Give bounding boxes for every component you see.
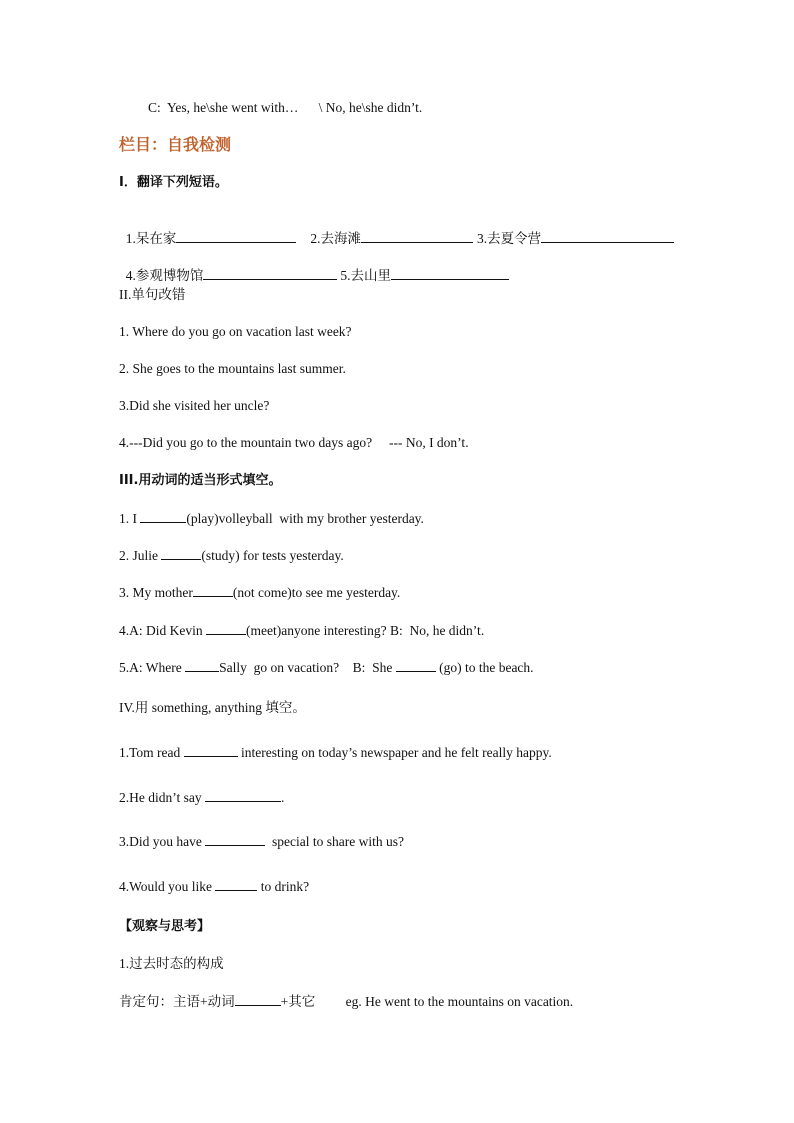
p1-q3-label: 3.去夏令营 <box>477 231 542 246</box>
p2-q2: 2. She goes to the mountains last summer. <box>119 361 346 376</box>
p3-q3-blank[interactable] <box>193 583 233 597</box>
p4-q4 <box>119 877 309 896</box>
part3-title: III.用动词的适当形式填空。 <box>119 473 282 488</box>
section-title: 栏目：自我检测 <box>119 135 232 154</box>
p1-q4-label: 4.参观博物馆 <box>125 268 204 283</box>
p2-q3: 3.Did she visited her uncle? <box>119 398 270 413</box>
p3-q1-suffix: (play)volleyball with my brother yesterday. <box>186 511 424 526</box>
p4-q1-prefix: 1.Tom read <box>119 745 184 760</box>
part1-row2 <box>119 248 509 285</box>
p4-q4-prefix: 4.Would you like <box>119 879 216 894</box>
p4-q3-prefix: 3.Did you have <box>119 834 206 849</box>
p4-q2-blank[interactable] <box>205 788 281 802</box>
p5-q2-prefix: 肯定句：主语+动词 <box>119 994 235 1009</box>
p4-q1-blank[interactable] <box>184 743 238 757</box>
p3-q3 <box>119 583 400 602</box>
p3-q1-prefix: 1. I <box>119 511 141 526</box>
p3-q1 <box>119 509 424 528</box>
p4-q4-blank[interactable] <box>215 877 257 891</box>
p3-q5-suffix: (go) to the beach. <box>435 660 534 675</box>
p3-q4-blank[interactable] <box>206 621 246 635</box>
p3-q3-suffix: (not come)to see me yesterday. <box>232 585 401 600</box>
p4-q2-prefix: 2.He didn’t say <box>119 790 205 805</box>
p4-q2 <box>119 788 284 807</box>
part1-title: I．翻译下列短语。 <box>119 175 228 190</box>
part1-row1 <box>119 211 674 248</box>
p4-q1-suffix: interesting on today’s newspaper and he felt really happy. <box>237 745 552 760</box>
p4-q1 <box>119 743 552 762</box>
p4-q3 <box>119 832 404 851</box>
p3-q3-prefix: 3. My mother <box>119 585 193 600</box>
part5-title: 【观察与思考】 <box>119 919 211 934</box>
p1-q5-blank[interactable] <box>391 266 509 280</box>
p3-q1-blank[interactable] <box>140 509 186 523</box>
p1-q5-label: 5.去山里 <box>340 268 391 283</box>
p1-q4-blank[interactable] <box>203 266 337 280</box>
p5-q1: 1.过去时态的构成 <box>119 956 224 971</box>
p3-q4-prefix: 4.A: Did Kevin <box>119 623 206 638</box>
p4-q2-suffix: . <box>281 790 285 805</box>
part2-title: II.单句改错 <box>119 287 186 302</box>
p3-q5-blank-2[interactable] <box>396 658 436 672</box>
p5-q2 <box>119 992 573 1011</box>
p3-q5-middle: Sally go on vacation? B: She <box>219 660 396 675</box>
part4-title: IV.用 something, anything 填空。 <box>119 700 306 715</box>
p4-q3-suffix: special to share with us? <box>265 834 404 849</box>
p5-q2-blank[interactable] <box>235 992 281 1006</box>
p2-q1: 1. Where do you go on vacation last week? <box>119 324 352 339</box>
p3-q2-prefix: 2. Julie <box>119 548 162 563</box>
p3-q5-blank-1[interactable] <box>185 658 219 672</box>
p3-q2-blank[interactable] <box>161 546 201 560</box>
p3-q5 <box>119 658 534 677</box>
p4-q3-blank[interactable] <box>205 832 265 846</box>
p1-q1-label: 1.呆在家 <box>125 231 177 246</box>
p3-q2 <box>119 546 344 565</box>
p3-q4-suffix: (meet)anyone interesting? B: No, he didn’t. <box>246 623 485 638</box>
p5-q2-suffix: +其它 eg. He went to the mountains on vacation. <box>280 994 574 1009</box>
option-c-line: C: Yes, he\she went with… \ No, he\she didn’t. <box>148 100 423 115</box>
p4-q4-suffix: to drink? <box>257 879 310 894</box>
p3-q4 <box>119 621 484 640</box>
p1-q2-blank[interactable] <box>361 229 473 243</box>
p1-q3-blank[interactable] <box>541 229 674 243</box>
p2-q4: 4.---Did you go to the mountain two days ago? --- No, I don’t. <box>119 435 469 450</box>
p1-q1-blank[interactable] <box>176 229 296 243</box>
p3-q5-prefix: 5.A: Where <box>119 660 186 675</box>
p3-q2-suffix: (study) for tests yesterday. <box>201 548 344 563</box>
p1-q2-label: 2.去海滩 <box>310 231 361 246</box>
